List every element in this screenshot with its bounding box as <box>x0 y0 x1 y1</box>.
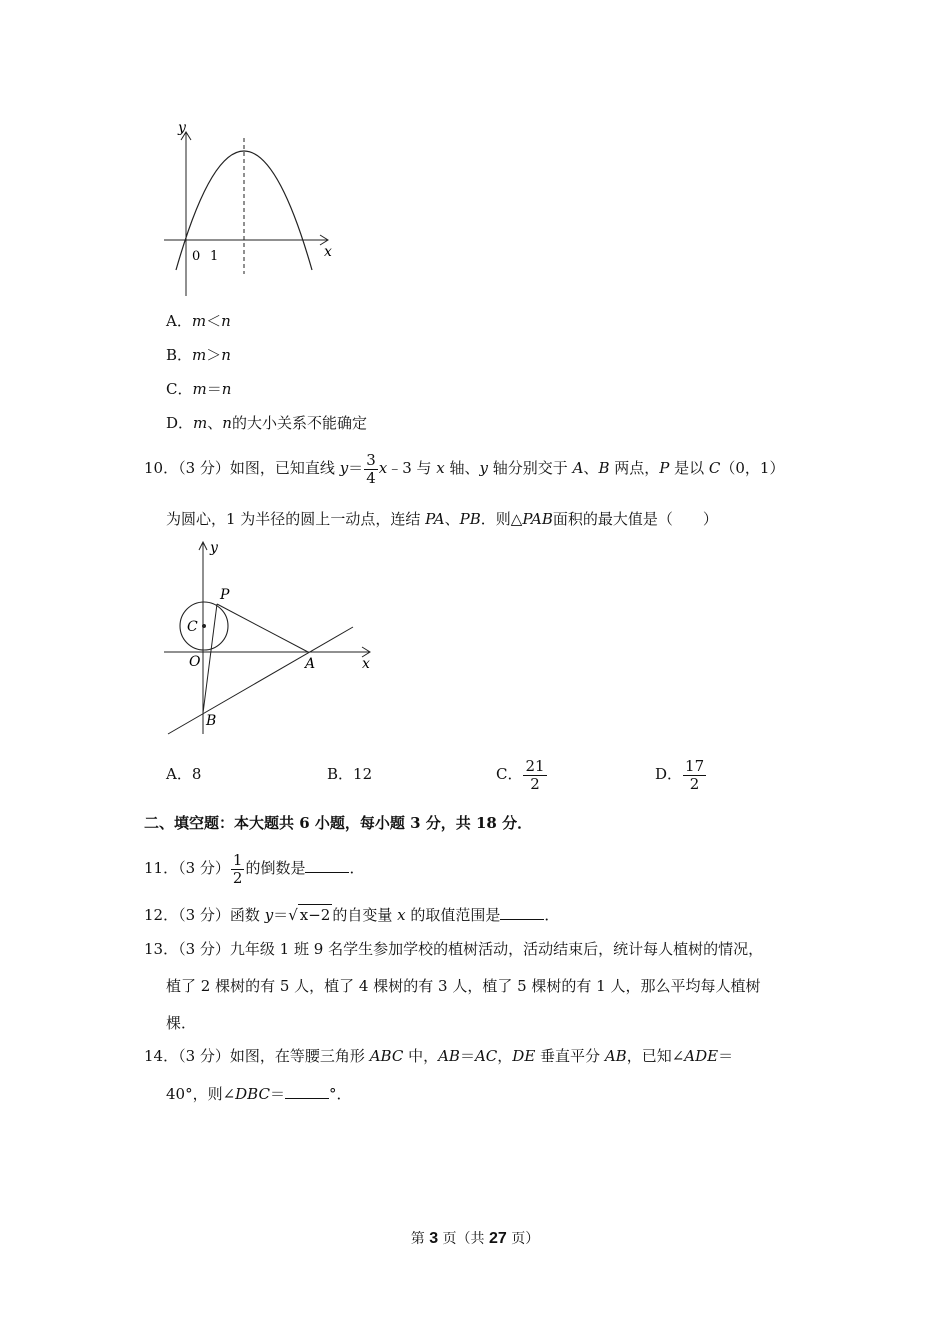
q10-option-d[interactable]: D． $\frac{17}{2}$ <box>655 756 705 793</box>
q11-answer-blank[interactable] <box>305 858 349 873</box>
total-pages: 27 <box>489 1230 507 1247</box>
q14-line1: 14．（3 分）如图，在等腰三角形 ABC 中，AB＝AC，DE 垂直平分 AB，已知∠ADE＝ <box>144 1047 734 1065</box>
q13-line1: 13．（3 分）九年级 1 班 9 名学生参加学校的植树活动，活动结束后，统计每人植树的情况， <box>144 940 764 958</box>
q10-fraction: $\frac{3}{4}$ <box>366 450 376 487</box>
segment-pb <box>203 604 217 713</box>
q11: 11．（3 分） $\frac{1}{2}$ 的倒数是 ． <box>144 850 365 887</box>
q9-option-b[interactable]: B．m＞n <box>166 346 231 364</box>
page-number: 3 <box>429 1230 439 1247</box>
sqrt-symbol: √ <box>288 906 298 924</box>
y-axis-label: y <box>178 120 186 136</box>
segment-pa <box>217 604 308 652</box>
q10-option-b[interactable]: B．12 <box>327 765 373 783</box>
q13-line2: 植了 2 棵树的有 5 人，植了 4 棵树的有 3 人，植了 5 棵树的有 1 人，那么平均每人植树 <box>166 977 761 995</box>
q12: 12．（3 分）函数 y＝√ x−2 的自变量 x 的取值范围是 ． <box>144 906 560 924</box>
q14-line2: 40°，则∠DBC＝ °． <box>166 1085 352 1103</box>
q14-answer-blank[interactable] <box>285 1084 329 1099</box>
point-p-label: P <box>220 587 230 603</box>
q9-option-a[interactable]: A．m＜n <box>166 312 231 330</box>
point-a-label: A <box>305 656 316 672</box>
origin-label: 0 <box>192 249 201 264</box>
point-b-label: B <box>206 713 217 729</box>
one-label: 1 <box>210 249 219 264</box>
q9-option-d[interactable]: D．m、n的大小关系不能确定 <box>166 414 367 432</box>
center-dot <box>202 624 206 628</box>
q11-fraction: $\frac{1}{2}$ <box>232 850 243 887</box>
page-footer: 第 3 页（共 27 页） <box>410 1230 540 1247</box>
q9-option-c[interactable]: C．m＝n <box>166 380 232 398</box>
q10-option-c[interactable]: C． $\frac{21}{2}$ <box>496 756 545 793</box>
origin-o-label: O <box>189 654 201 670</box>
parabola-graph <box>160 118 340 300</box>
x-axis-label: x <box>362 656 370 672</box>
q12-answer-blank[interactable] <box>500 905 544 920</box>
circle-line-graph <box>160 538 380 738</box>
q10-stem-line2: 为圆心，1 为半径的圆上一动点，连结 PA、PB．则△PAB面积的最大值是（ ） <box>166 510 718 528</box>
x-axis-label: x <box>324 244 332 260</box>
q13-line3: 棵． <box>166 1014 197 1032</box>
y-axis-label: y <box>210 540 218 556</box>
line-ab <box>168 627 353 734</box>
q10-stem-line1: 10．（3 分）如图，已知直线 y＝ $\frac{3}{4}$ x﹣3 与 x 轴、y 轴分别交于 A、B 两点，P 是以 C（0，1） <box>144 450 785 487</box>
q10-option-a[interactable]: A．8 <box>166 765 202 783</box>
section-heading: 二、填空题：本大题共 6 小题，每小题 3 分，共 18 分． <box>144 814 533 832</box>
point-c-label: C <box>187 619 198 635</box>
